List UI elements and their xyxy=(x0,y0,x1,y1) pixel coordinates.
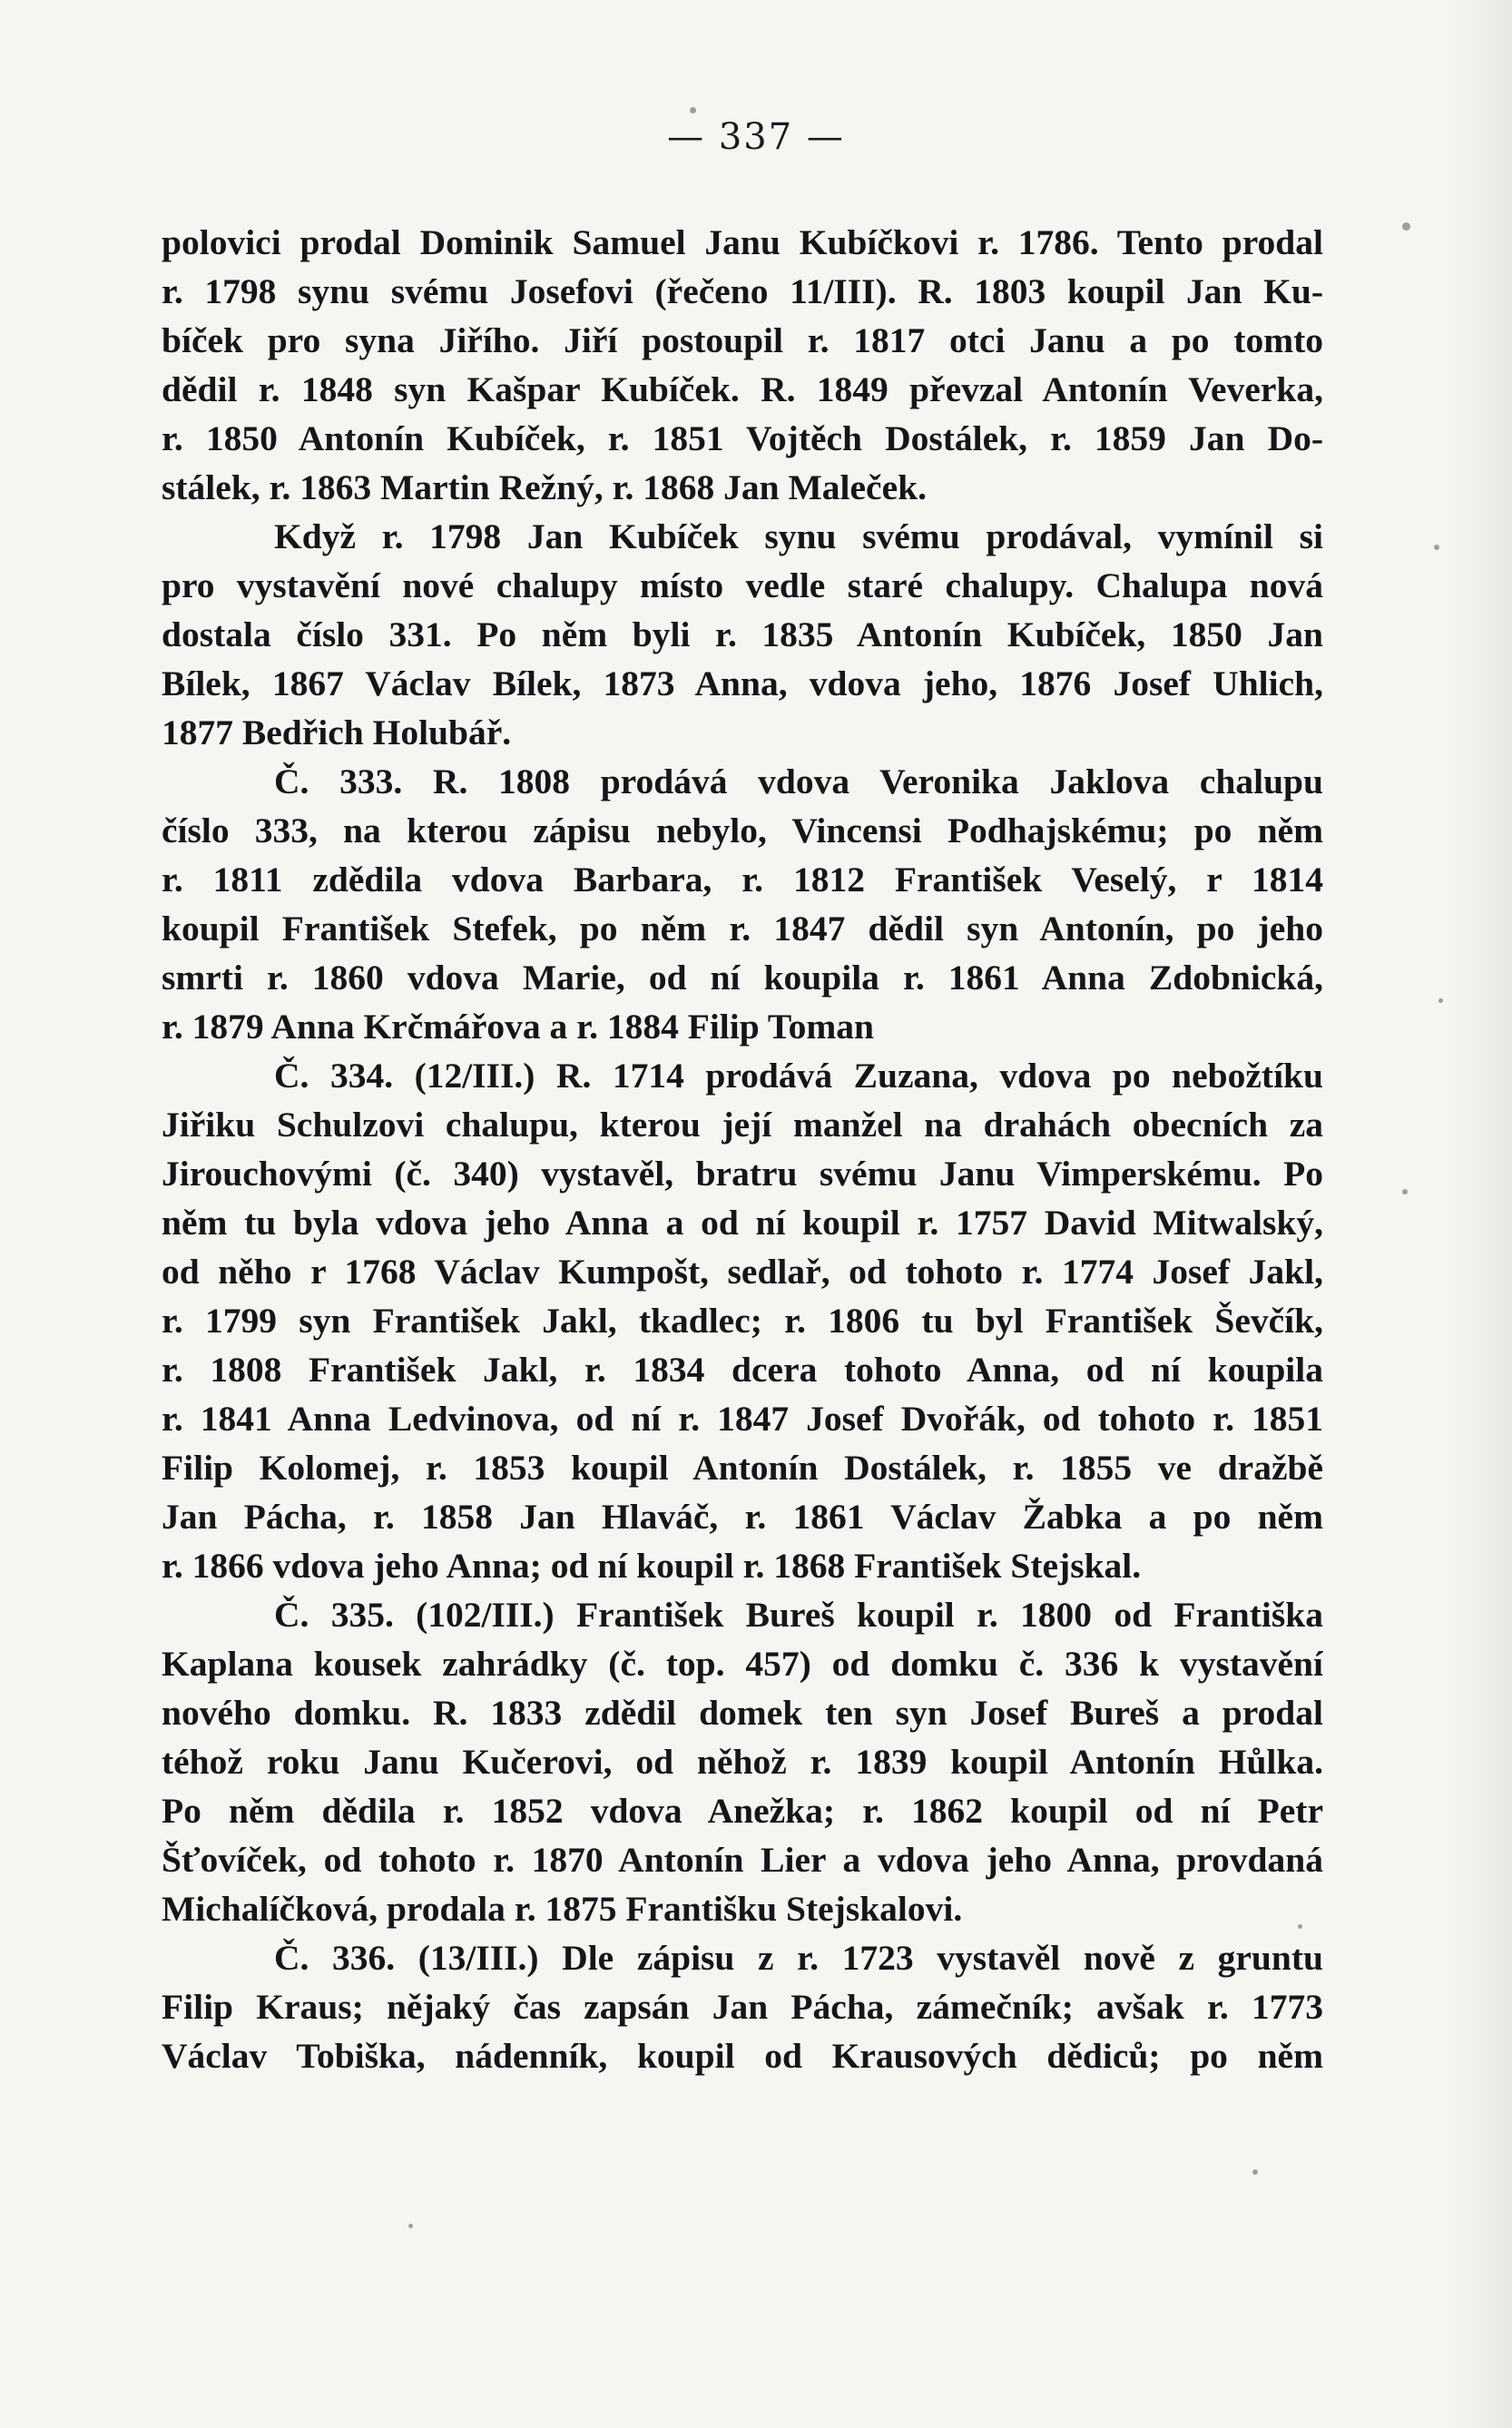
text-line: Jiřiku Schulzovi chalupu, kterou její manžel na drahách obecních za xyxy=(162,1105,1323,1145)
text-line: bíček pro syna Jiřího. Jiří postoupil r. 1817 otci Janu a po tomto xyxy=(162,320,1323,360)
text-line: r. 1808 František Jakl, r. 1834 dcera tohoto Anna, od ní koupila xyxy=(162,1350,1323,1390)
text-line: r. 1850 Antonín Kubíček, r. 1851 Vojtěch Dostálek, r. 1859 Jan Do- xyxy=(162,418,1323,458)
text-line: r. 1866 vdova jeho Anna; od ní koupil r. 1868 František Stejskal. xyxy=(162,1546,1142,1586)
text-line: Č. 336. (13/III.) Dle zápisu z r. 1723 vystavěl nově z gruntu xyxy=(274,1938,1323,1978)
scan-speck xyxy=(408,2224,413,2228)
text-line: stálek, r. 1863 Martin Režný, r. 1868 Jan Maleček. xyxy=(162,467,927,507)
text-line: Bílek, 1867 Václav Bílek, 1873 Anna, vdova jeho, 1876 Josef Uhlich, xyxy=(162,664,1323,703)
text-line: nového domku. R. 1833 zdědil domek ten syn Josef Bureš a prodal xyxy=(162,1693,1323,1733)
text-line: r. 1879 Anna Krčmářova a r. 1884 Filip Toman xyxy=(162,1007,874,1047)
text-line: 1877 Bedřich Holubář. xyxy=(162,713,512,752)
text-line: Po něm dědila r. 1852 vdova Anežka; r. 1862 koupil od ní Petr xyxy=(162,1791,1323,1831)
text-line: Michalíčková, prodala r. 1875 Františku Stejskalovi. xyxy=(162,1889,963,1929)
page-edge-shadow xyxy=(1448,0,1512,2428)
scan-speck xyxy=(1402,222,1410,231)
text-line: od něho r 1768 Václav Kumpošt, sedlař, od tohoto r. 1774 Josef Jakl, xyxy=(162,1252,1323,1292)
text-line: r. 1841 Anna Ledvinova, od ní r. 1847 Josef Dvořák, od tohoto r. 1851 xyxy=(162,1399,1323,1439)
scan-speck xyxy=(1434,545,1439,550)
scan-speck xyxy=(1402,1189,1408,1194)
text-line: číslo 333, na kterou zápisu nebylo, Vincensi Podhajskému; po něm xyxy=(162,811,1323,850)
text-line: r. 1798 synu svému Josefovi (řečeno 11/III). R. 1803 koupil Jan Ku- xyxy=(162,271,1323,311)
text-line: smrti r. 1860 vdova Marie, od ní koupila r. 1861 Anna Zdobnická, xyxy=(162,958,1323,998)
text-line: něm tu byla vdova jeho Anna a od ní koupil r. 1757 David Mitwalský, xyxy=(162,1203,1323,1243)
text-line: Filip Kraus; nějaký čas zapsán Jan Pácha, zámečník; avšak r. 1773 xyxy=(162,1987,1323,2027)
scan-speck xyxy=(1298,1924,1302,1929)
text-line: r. 1811 zdědila vdova Barbara, r. 1812 František Veselý, r 1814 xyxy=(162,860,1323,899)
text-line: Č. 335. (102/III.) František Bureš koupil r. 1800 od Františka xyxy=(274,1595,1323,1635)
text-line: Jan Pácha, r. 1858 Jan Hlaváč, r. 1861 Václav Žabka a po něm xyxy=(162,1497,1323,1537)
text-line: Kaplana kousek zahrádky (č. top. 457) od domku č. 336 k vystavění xyxy=(162,1644,1323,1684)
text-line: Č. 334. (12/III.) R. 1714 prodává Zuzana, vdova po nebožtíku xyxy=(274,1056,1323,1096)
page-number: — 337 — xyxy=(667,116,845,158)
scan-speck xyxy=(690,107,696,113)
body-text xyxy=(162,218,1323,2080)
text-line: Č. 333. R. 1808 prodává vdova Veronika Jaklova chalupu xyxy=(274,762,1323,801)
text-line: Jirouchovými (č. 340) vystavěl, bratru svému Janu Vimperskému. Po xyxy=(162,1154,1323,1194)
text-line: r. 1799 syn František Jakl, tkadlec; r. 1806 tu byl František Ševčík, xyxy=(162,1301,1323,1341)
text-line: pro vystavění nové chalupy místo vedle staré chalupy. Chalupa nová xyxy=(162,565,1323,605)
text-line: téhož roku Janu Kučerovi, od něhož r. 1839 koupil Antonín Hůlka. xyxy=(162,1742,1323,1782)
scan-speck xyxy=(1438,998,1443,1003)
text-line: polovici prodal Dominik Samuel Janu Kubíčkovi r. 1786. Tento prodal xyxy=(162,222,1323,262)
text-line: Filip Kolomej, r. 1853 koupil Antonín Dostálek, r. 1855 ve dražbě xyxy=(162,1448,1323,1488)
text-line: dostala číslo 331. Po něm byli r. 1835 Antonín Kubíček, 1850 Jan xyxy=(162,614,1323,654)
text-line: dědil r. 1848 syn Kašpar Kubíček. R. 1849 převzal Antonín Veverka, xyxy=(162,369,1323,409)
text-line: Když r. 1798 Jan Kubíček synu svému prodával, vymínil si xyxy=(274,516,1323,556)
text-line: Václav Tobiška, nádenník, koupil od Krausových dědiců; po něm xyxy=(162,2036,1323,2076)
text-line: koupil František Stefek, po něm r. 1847 dědil syn Antonín, po jeho xyxy=(162,909,1323,949)
scan-speck xyxy=(1252,2169,1258,2175)
text-line: Šťovíček, od tohoto r. 1870 Antonín Lier a vdova jeho Anna, provdaná xyxy=(162,1840,1323,1880)
